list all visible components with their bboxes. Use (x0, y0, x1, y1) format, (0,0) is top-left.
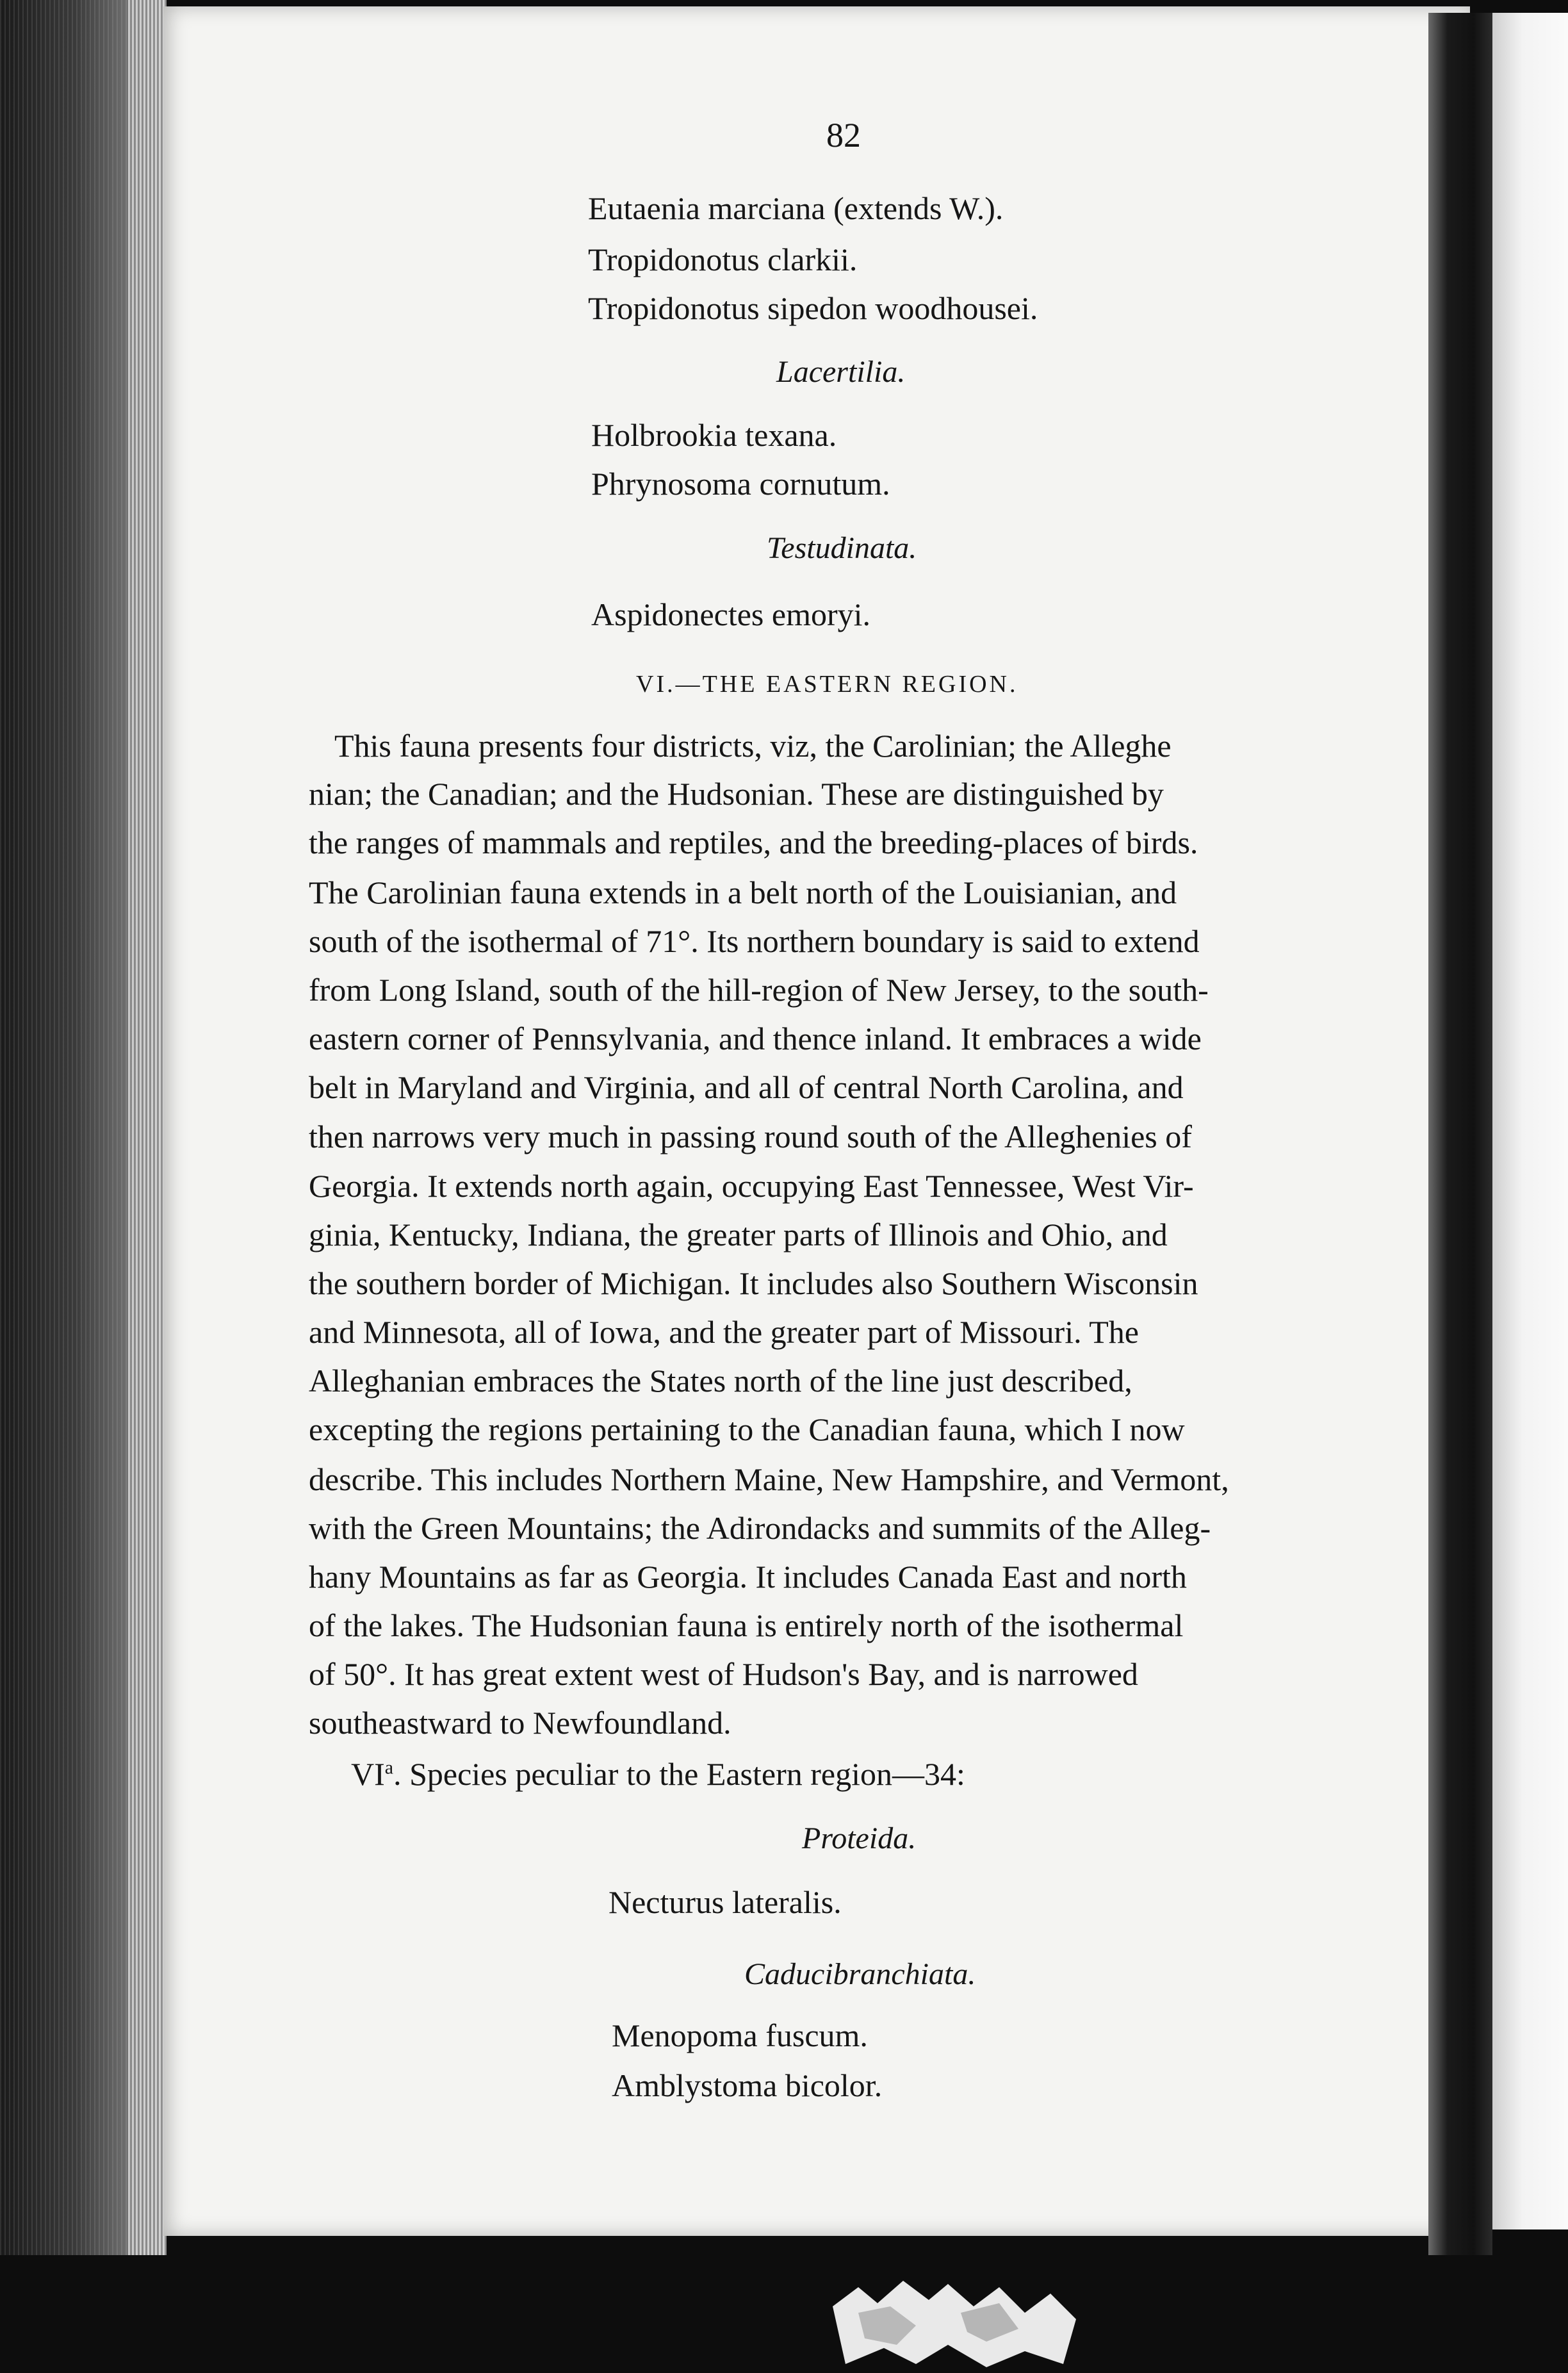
paragraph-line: eastern corner of Pennsylvania, and thence inland. It embraces a wide (309, 1021, 1202, 1056)
paragraph-line: and Minnesota, all of Iowa, and the greater part of Missouri. The (309, 1314, 1139, 1350)
species-line: Necturus lateralis. (608, 1884, 842, 1920)
page-number: 82 (826, 116, 861, 154)
right-spine-shadow (1428, 13, 1492, 2255)
paragraph-line: with the Green Mountains; the Adirondacks and summits of the Alleg- (309, 1510, 1211, 1546)
paragraph-line: then narrows very much in passing round south of the Alleghenies of (309, 1119, 1192, 1154)
paragraph-line: hany Mountains as far as Georgia. It includes Canada East and north (309, 1559, 1187, 1595)
species-line: Tropidonotus sipedon woodhousei. (588, 290, 1038, 326)
torn-paper-scraps (820, 2268, 1089, 2370)
paragraph-line: Alleghanian embraces the States north of the line just described, (309, 1363, 1132, 1399)
page-edge-stack (128, 0, 167, 2255)
paragraph-line: excepting the regions pertaining to the Canadian fauna, which I now (309, 1411, 1185, 1447)
order-heading-caducibranchiata: Caducibranchiata. (744, 1957, 976, 1991)
paragraph-line: belt in Maryland and Virginia, and all of central North Carolina, and (309, 1069, 1184, 1105)
order-heading-proteida: Proteida. (802, 1821, 917, 1855)
paragraph-line: The Carolinian fauna extends in a belt north of the Louisianian, and (309, 874, 1177, 910)
subsection-superscript: a (384, 1757, 394, 1778)
species-line: Menopoma fuscum. (612, 2017, 868, 2053)
paragraph-line: south of the isothermal of 71°. Its northern boundary is said to extend (309, 923, 1200, 959)
species-line: Aspidonectes emoryi. (591, 596, 871, 632)
paragraph-line: nian; the Canadian; and the Hudsonian. These are distinguished by (309, 776, 1164, 812)
paragraph-line: of 50°. It has great extent west of Hudson's Bay, and is narrowed (309, 1656, 1138, 1692)
species-line: Holbrookia texana. (591, 417, 837, 453)
order-heading-lacertilia: Lacertilia. (776, 355, 906, 389)
subsection-prefix: VI (351, 1756, 385, 1792)
subsection-line (351, 1755, 965, 1793)
paragraph-line: from Long Island, south of the hill-region of New Jersey, to the south- (309, 972, 1209, 1008)
order-heading-testudinata: Testudinata. (767, 531, 917, 565)
paragraph-line: describe. This includes Northern Maine, New Hampshire, and Vermont, (309, 1461, 1229, 1497)
paragraph-line: ginia, Kentucky, Indiana, the greater parts of Illinois and Ohio, and (309, 1217, 1168, 1252)
paragraph-line: the southern border of Michigan. It includes also Southern Wisconsin (309, 1265, 1198, 1301)
paragraph-line: Georgia. It extends north again, occupying East Tennessee, West Vir- (309, 1168, 1194, 1204)
species-line: Amblystoma bicolor. (612, 2067, 883, 2103)
species-line: Tropidonotus clarkii. (588, 242, 858, 277)
next-page-sliver (1492, 13, 1568, 2229)
paragraph-line: This fauna presents four districts, viz, the Carolinian; the Alleghe (334, 728, 1172, 764)
paragraph-line: southeastward to Newfoundland. (309, 1705, 731, 1741)
species-line: Eutaenia marciana (extends W.). (588, 190, 1004, 226)
paragraph-line: the ranges of mammals and reptiles, and the breeding-places of birds. (309, 825, 1198, 860)
section-title: VI.—THE EASTERN REGION. (636, 671, 1018, 698)
paragraph-line: of the lakes. The Hudsonian fauna is entirely north of the isothermal (309, 1607, 1184, 1643)
species-line: Phrynosoma cornutum. (591, 466, 890, 502)
subsection-text: . Species peculiar to the Eastern region—34: (393, 1756, 965, 1792)
